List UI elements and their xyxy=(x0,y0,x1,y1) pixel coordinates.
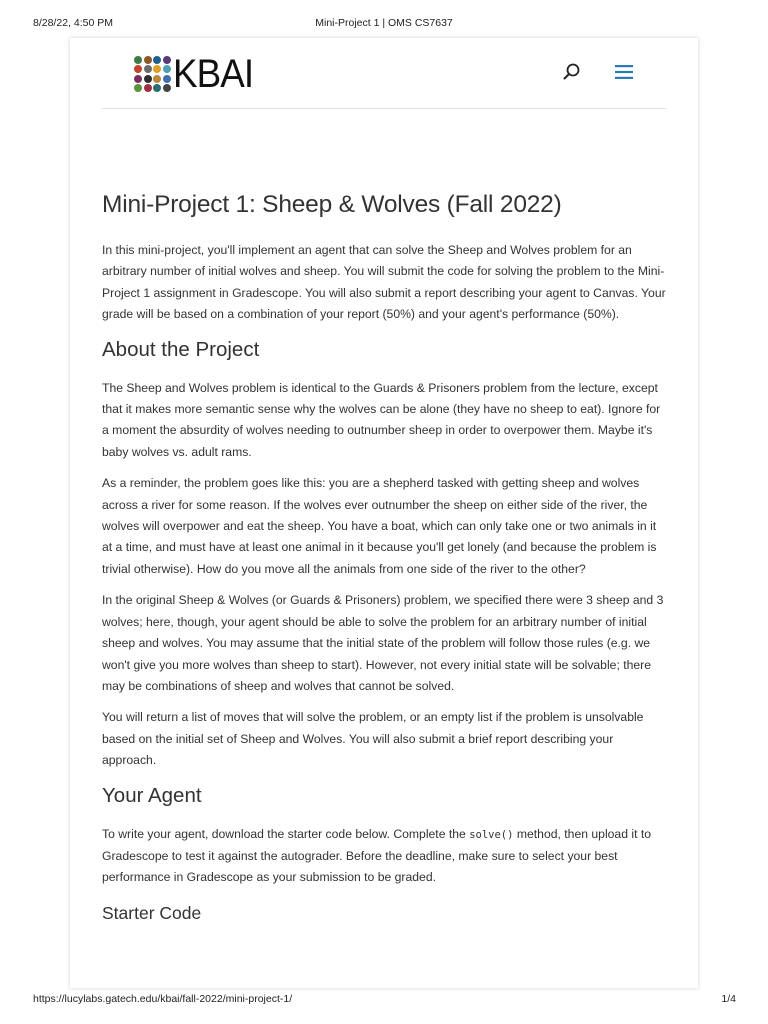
logo-dot xyxy=(144,75,152,83)
solve-method-code: solve() xyxy=(469,828,514,841)
print-footer xyxy=(0,993,768,1007)
site-header xyxy=(102,38,666,109)
logo-dot xyxy=(144,56,152,64)
kbai-logo[interactable] xyxy=(134,54,260,94)
search-button[interactable] xyxy=(562,62,582,82)
logo-dot xyxy=(144,84,152,92)
print-doc-title: Mini-Project 1 | OMS CS7637 xyxy=(315,17,453,29)
intro-paragraph: In this mini-project, you'll implement an agent that can solve the Sheep and Wolves problem for an arbitrary number of initial wolves and sheep. You will submit the code for solving the problem to the Mini-Project 1 assignment in Gradescope. You will also submit a report describing your agent to Canvas. Your grade will be based on a combination of your report (50%) and your agent's performance (50%). xyxy=(102,243,666,322)
about-paragraph-1: The Sheep and Wolves problem is identical to the Guards & Prisoners problem from the lecture, except that it makes more semantic sense why the wolves can be alone (they have no sheep to eat). Ignore for a moment the absurdity of wolves needing to outnumber sheep in order to overpower them. Maybe it's baby wolves vs. adult rams. xyxy=(102,380,661,459)
print-datetime: 8/28/22, 4:50 PM xyxy=(33,17,113,29)
logo-dot xyxy=(163,65,171,73)
logo-dot xyxy=(153,65,161,73)
logo-dot xyxy=(153,84,161,92)
about-paragraph-2: As a reminder, the problem goes like this: you are a shepherd tasked with getting sheep and wolves across a river for some reason. If the wolves ever outnumber the sheep on either side of the river, the wolves will overpower and eat the sheep. You have a boat, which can only take one or two animals in it at a time, and must have at least one animal in it because you'll get lonely (and because the problem is trivial otherwise). How do you move all the animals from one side of the river to the other? xyxy=(102,476,657,576)
starter-code-heading: Starter Code xyxy=(102,902,202,923)
about-paragraph-4: You will return a list of moves that will solve the problem, or an empty list if the problem is unsolvable based on the initial set of Sheep and Wolves. You will also submit a brief report describing your approach. xyxy=(102,710,644,768)
menu-button[interactable] xyxy=(613,62,635,82)
logo-dot xyxy=(153,56,161,64)
logo-dot xyxy=(163,84,171,92)
print-header xyxy=(0,17,768,31)
article-content xyxy=(102,188,668,925)
agent-paragraph xyxy=(102,824,668,889)
logo-dot xyxy=(134,56,142,64)
agent-heading: Your Agent xyxy=(102,783,202,807)
print-page-count: 1/4 xyxy=(721,993,736,1005)
about-heading: About the Project xyxy=(102,337,260,361)
hamburger-menu-icon xyxy=(613,62,635,82)
logo-dot xyxy=(144,65,152,73)
logo-dot xyxy=(134,75,142,83)
page-frame xyxy=(70,38,698,988)
logo-dot xyxy=(163,56,171,64)
logo-dot xyxy=(134,84,142,92)
logo-text: KBAI xyxy=(172,52,253,96)
agent-text-before: To write your agent, download the starter code below. Complete the xyxy=(102,826,470,841)
about-paragraph-3: In the original Sheep & Wolves (or Guards & Prisoners) problem, we specified there were 3 sheep and 3 wolves; here, though, your agent should be able to solve the problem for an arbitrary number of initial sheep and wolves. You may assume that the initial state of the problem will follow those rules (e.g. we won't give you more wolves than sheep to start). However, not every initial state will be solvable; there may be combinations of sheep and wolves that cannot be solved. xyxy=(102,593,664,693)
print-url[interactable]: https://lucylabs.gatech.edu/kbai/fall-2022/mini-project-1/ xyxy=(33,993,293,1005)
logo-dot xyxy=(153,75,161,83)
page-title: Mini-Project 1: Sheep & Wolves (Fall 2022) xyxy=(102,191,562,218)
logo-dot xyxy=(163,75,171,83)
agent-text-after: method, then upload it to Gradescope to test it against the autograder. Before the deadline, make sure to select your best performance in Gradescope as your submission to be graded. xyxy=(102,826,652,885)
logo-dots-icon xyxy=(134,56,171,93)
search-icon xyxy=(562,62,582,82)
logo-dot xyxy=(134,65,142,73)
